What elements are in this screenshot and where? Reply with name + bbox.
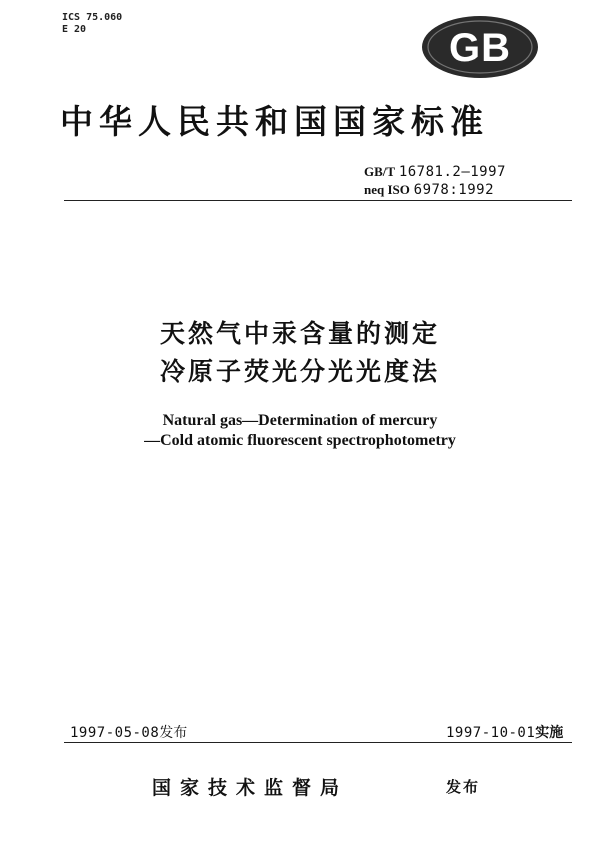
issue-date <box>70 722 187 742</box>
ccs-code: E 20 <box>62 24 87 35</box>
bottom-divider <box>64 742 572 743</box>
iso-code-line <box>364 181 574 199</box>
publisher-action: 发布 <box>446 778 481 796</box>
gb-number: 16781.2—1997 <box>398 164 506 180</box>
issue-date-word: 发布 <box>159 725 188 741</box>
classification-codes <box>62 12 122 36</box>
title-en-line2: —Cold atomic fluorescent spectrophotometry <box>144 432 456 449</box>
ics-code: ICS 75.060 <box>62 12 123 23</box>
iso-number: 6978:1992 <box>413 182 494 198</box>
standard-title: 中华人民共和国国家标准 <box>60 102 489 141</box>
title-cn-line1: 天然气中汞含量的测定 <box>159 319 440 348</box>
gb-prefix: GB/T <box>364 164 396 179</box>
gb-logo <box>420 14 540 80</box>
title-cn-line2: 冷原子荧光分光光度法 <box>159 357 440 386</box>
implementation-date <box>446 722 563 742</box>
standard-codes <box>364 163 574 199</box>
gb-code-line <box>364 163 574 181</box>
iso-prefix: neq ISO <box>364 182 410 197</box>
title-en-line1: Natural gas—Determination of mercury <box>162 412 438 429</box>
publisher-name: 国家技术监督局 <box>152 777 349 799</box>
issue-date-value: 1997-05-08 <box>70 725 160 741</box>
implementation-date-word: 实施 <box>535 725 564 741</box>
implementation-date-value: 1997-10-01 <box>446 725 536 741</box>
top-divider <box>64 200 572 201</box>
logo-text: GB <box>449 26 511 70</box>
